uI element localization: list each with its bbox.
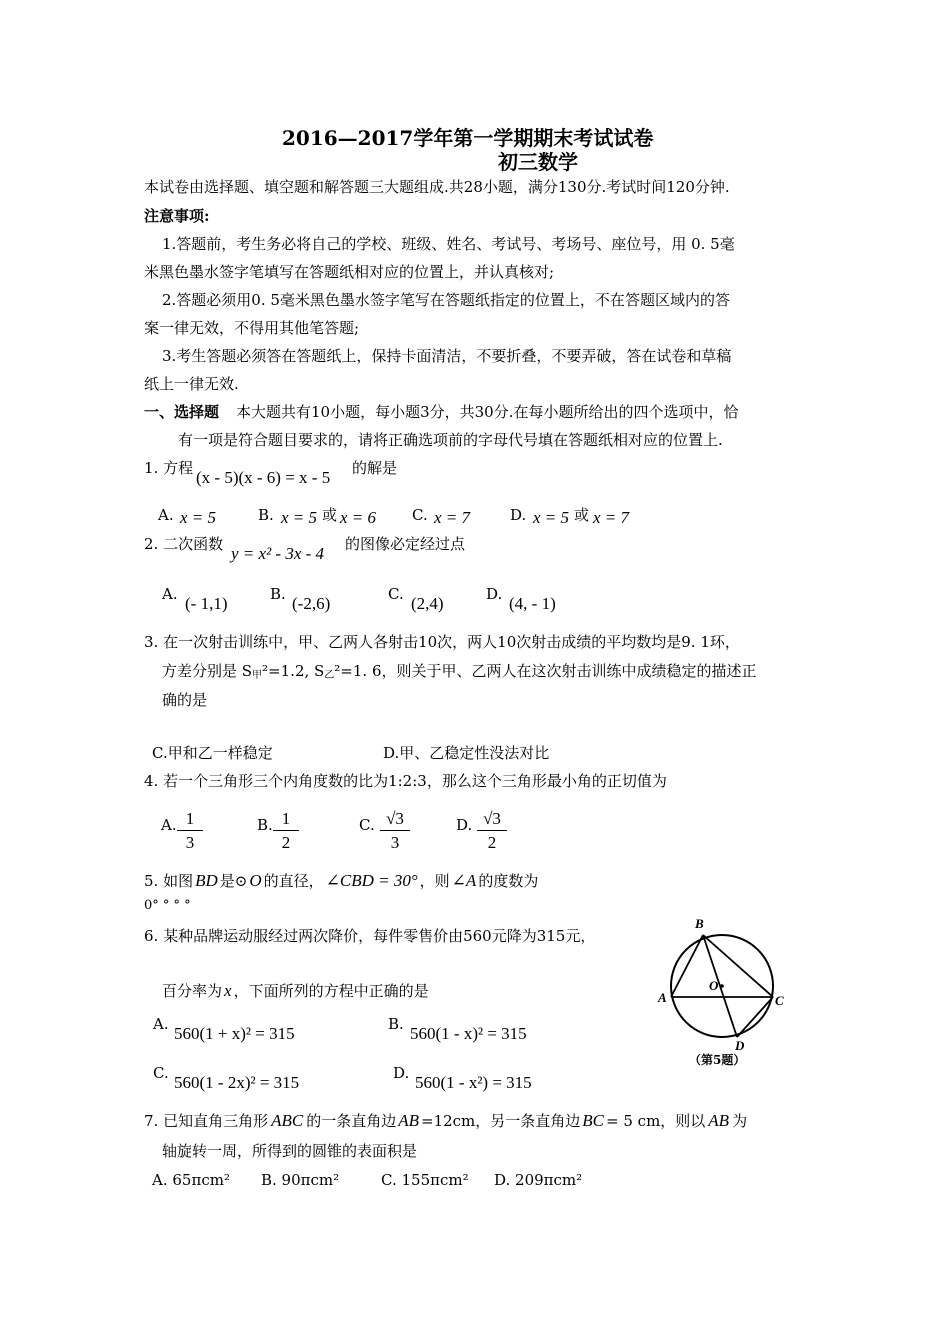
label-b: B bbox=[695, 916, 704, 931]
q2-option-a-value: (- 1,1) bbox=[185, 594, 228, 613]
q3-line-3: 确的是 bbox=[162, 691, 208, 709]
q2-option-d-value: (4, - 1) bbox=[509, 594, 556, 613]
q3-option-c: C.甲和乙一样稳定 bbox=[152, 744, 273, 762]
q4-option-a-fraction: $\frac{1}{3}$ bbox=[177, 808, 203, 855]
note-2-line-2: 案一律无效，不得用其他笔答题; bbox=[144, 319, 360, 337]
q2-option-c-value: (2,4) bbox=[411, 594, 444, 613]
q2-suffix: 的图像必定经过点 bbox=[345, 535, 466, 553]
q6-option-c-label: C. bbox=[153, 1064, 169, 1082]
q3-line-1: 3. 在一次射击训练中，甲、乙两人各射击10次，两人10次射击成绩的平均数均是9. 1环， bbox=[144, 633, 740, 651]
intro-text: 本试卷由选择题、填空题和解答题三大题组成.共28小题，满分130分.考试时间120分钟. bbox=[144, 178, 730, 196]
q1-equation: (x - 5)(x - 6) = x - 5 bbox=[196, 468, 331, 487]
q4-option-b-label: B. bbox=[257, 816, 273, 834]
q2-option-c-label: C. bbox=[388, 585, 404, 603]
q1-prefix: 1. 方程 bbox=[144, 459, 194, 477]
q3-option-d: D.甲、乙稳定性没法对比 bbox=[383, 744, 550, 762]
q4-option-b-fraction: $\frac{1}{2}$ bbox=[273, 808, 299, 855]
q1-option-b-value-1: x = 5 bbox=[281, 508, 318, 527]
q1-option-d-value-2: x = 7 bbox=[593, 508, 630, 527]
page-subtitle: 初三数学 bbox=[498, 150, 578, 174]
q1-option-c-label: C. bbox=[412, 506, 428, 524]
q5-circle-figure bbox=[655, 912, 795, 1072]
q6-line-2: 百分率为 x ，下面所列的方程中正确的是 bbox=[162, 981, 429, 1000]
section-1-instructions-line-2: 有一项是符合题目要求的，请将正确选项前的字母代号填在答题纸相对应的位置上. bbox=[178, 431, 723, 449]
q7-option-b: B. 90πcm² bbox=[261, 1171, 340, 1189]
page-title: 2016—2017学年第一学期期末考试试卷 bbox=[282, 126, 654, 150]
label-a: A bbox=[658, 990, 667, 1005]
q7-line-1: 7. 已知直角三角形 ABC 的一条直角边 AB =12cm，另一条直角边 BC = 5 cm，则以 AB 为 bbox=[144, 1111, 748, 1130]
q2-option-b-label: B. bbox=[270, 585, 286, 603]
q5-line-2: 0° ° ° ° bbox=[144, 898, 191, 913]
q7-option-d: D. 209πcm² bbox=[494, 1171, 583, 1189]
note-3-line-2: 纸上一律无效. bbox=[144, 375, 239, 393]
q6-option-b-label: B. bbox=[388, 1015, 404, 1033]
note-2-line-1: 2.答题必须用0. 5毫米黑色墨水签字笔写在答题纸指定的位置上，不在答题区域内的答 bbox=[162, 291, 730, 309]
q1-option-a-value: x = 5 bbox=[180, 508, 217, 527]
q4-option-a-label: A. bbox=[161, 816, 177, 834]
q3-line-2: 方差分别是 $S_甲^2=1.2$, $S_乙^2=1$. 6，则关于甲、乙两人在这次射击训练中成绩稳定的描述正 bbox=[162, 662, 757, 681]
q6-line-1: 6. 某种品牌运动服经过两次降价，每件零售价由560元降为315元， bbox=[144, 927, 596, 945]
q5-line-1: 5. 如图 BD 是⊙ O 的直径， ∠CBD = 30° ，则 ∠A 的度数为 bbox=[144, 871, 539, 890]
q1-option-b-value-2: x = 6 bbox=[340, 508, 377, 527]
note-3-line-1: 3.考生答题必须答在答题纸上，保持卡面清洁，不要折叠，不要弄破，答在试卷和草稿 bbox=[162, 347, 732, 365]
note-1-line-2: 米黑色墨水签字笔填写在答题纸相对应的位置上，并认真核对; bbox=[144, 263, 555, 281]
q1-option-d-or: 或 bbox=[574, 506, 590, 524]
label-c: C bbox=[775, 993, 784, 1008]
figure-caption: （第5题） bbox=[689, 1053, 746, 1067]
q1-suffix: 的解是 bbox=[352, 459, 398, 477]
q6-option-a-label: A. bbox=[153, 1015, 169, 1033]
q6-option-d-label: D. bbox=[393, 1064, 410, 1082]
q6-option-c-value: 560(1 - 2x)² = 315 bbox=[174, 1073, 300, 1092]
q2-equation: y = x² - 3x - 4 bbox=[231, 544, 325, 563]
segment-dc bbox=[737, 997, 773, 1037]
q2-option-d-label: D. bbox=[486, 585, 503, 603]
q1-option-d-value-1: x = 5 bbox=[533, 508, 570, 527]
q1-option-b-label: B. bbox=[258, 506, 274, 524]
label-d: D bbox=[735, 1038, 745, 1053]
q1-option-b-or: 或 bbox=[322, 506, 338, 524]
q4-text: 4. 若一个三角形三个内角度数的比为1:2:3，那么这个三角形最小角的正切值为 bbox=[144, 772, 667, 790]
q4-option-c-fraction: $\frac{√3}{3}$ bbox=[380, 808, 410, 855]
q6-option-a-value: 560(1 + x)² = 315 bbox=[174, 1024, 295, 1043]
note-1-line-1: 1.答题前，考生务必将自己的学校、班级、姓名、考试号、考场号、座位号，用 0. 5毫 bbox=[162, 235, 735, 253]
q1-option-d-label: D. bbox=[510, 506, 527, 524]
q6-option-b-value: 560(1 - x)² = 315 bbox=[410, 1024, 527, 1043]
section-1-label: 一、选择题 bbox=[144, 403, 220, 421]
q6-option-d-value: 560(1 - x²) = 315 bbox=[415, 1073, 532, 1092]
q2-prefix: 2. 二次函数 bbox=[144, 535, 224, 553]
label-o: O bbox=[709, 978, 719, 993]
center-point bbox=[720, 984, 724, 988]
section-1-instructions-line-1: 本大题共有10小题，每小题3分，共30分.在每小题所给出的四个选项中，恰 bbox=[236, 403, 739, 421]
notes-heading: 注意事项: bbox=[144, 207, 210, 225]
q4-option-d-label: D. bbox=[456, 816, 473, 834]
q1-option-c-value: x = 7 bbox=[434, 508, 471, 527]
q4-option-d-fraction: $\frac{√3}{2}$ bbox=[477, 808, 507, 855]
q7-option-c: C. 155πcm² bbox=[381, 1171, 469, 1189]
q7-line-2: 轴旋转一周，所得到的圆锥的表面积是 bbox=[162, 1142, 418, 1160]
q1-option-a-label: A. bbox=[158, 506, 174, 524]
q2-option-b-value: (-2,6) bbox=[292, 594, 331, 613]
q4-option-c-label: C. bbox=[359, 816, 375, 834]
q2-option-a-label: A. bbox=[162, 585, 178, 603]
q7-option-a: A. 65πcm² bbox=[152, 1171, 230, 1189]
